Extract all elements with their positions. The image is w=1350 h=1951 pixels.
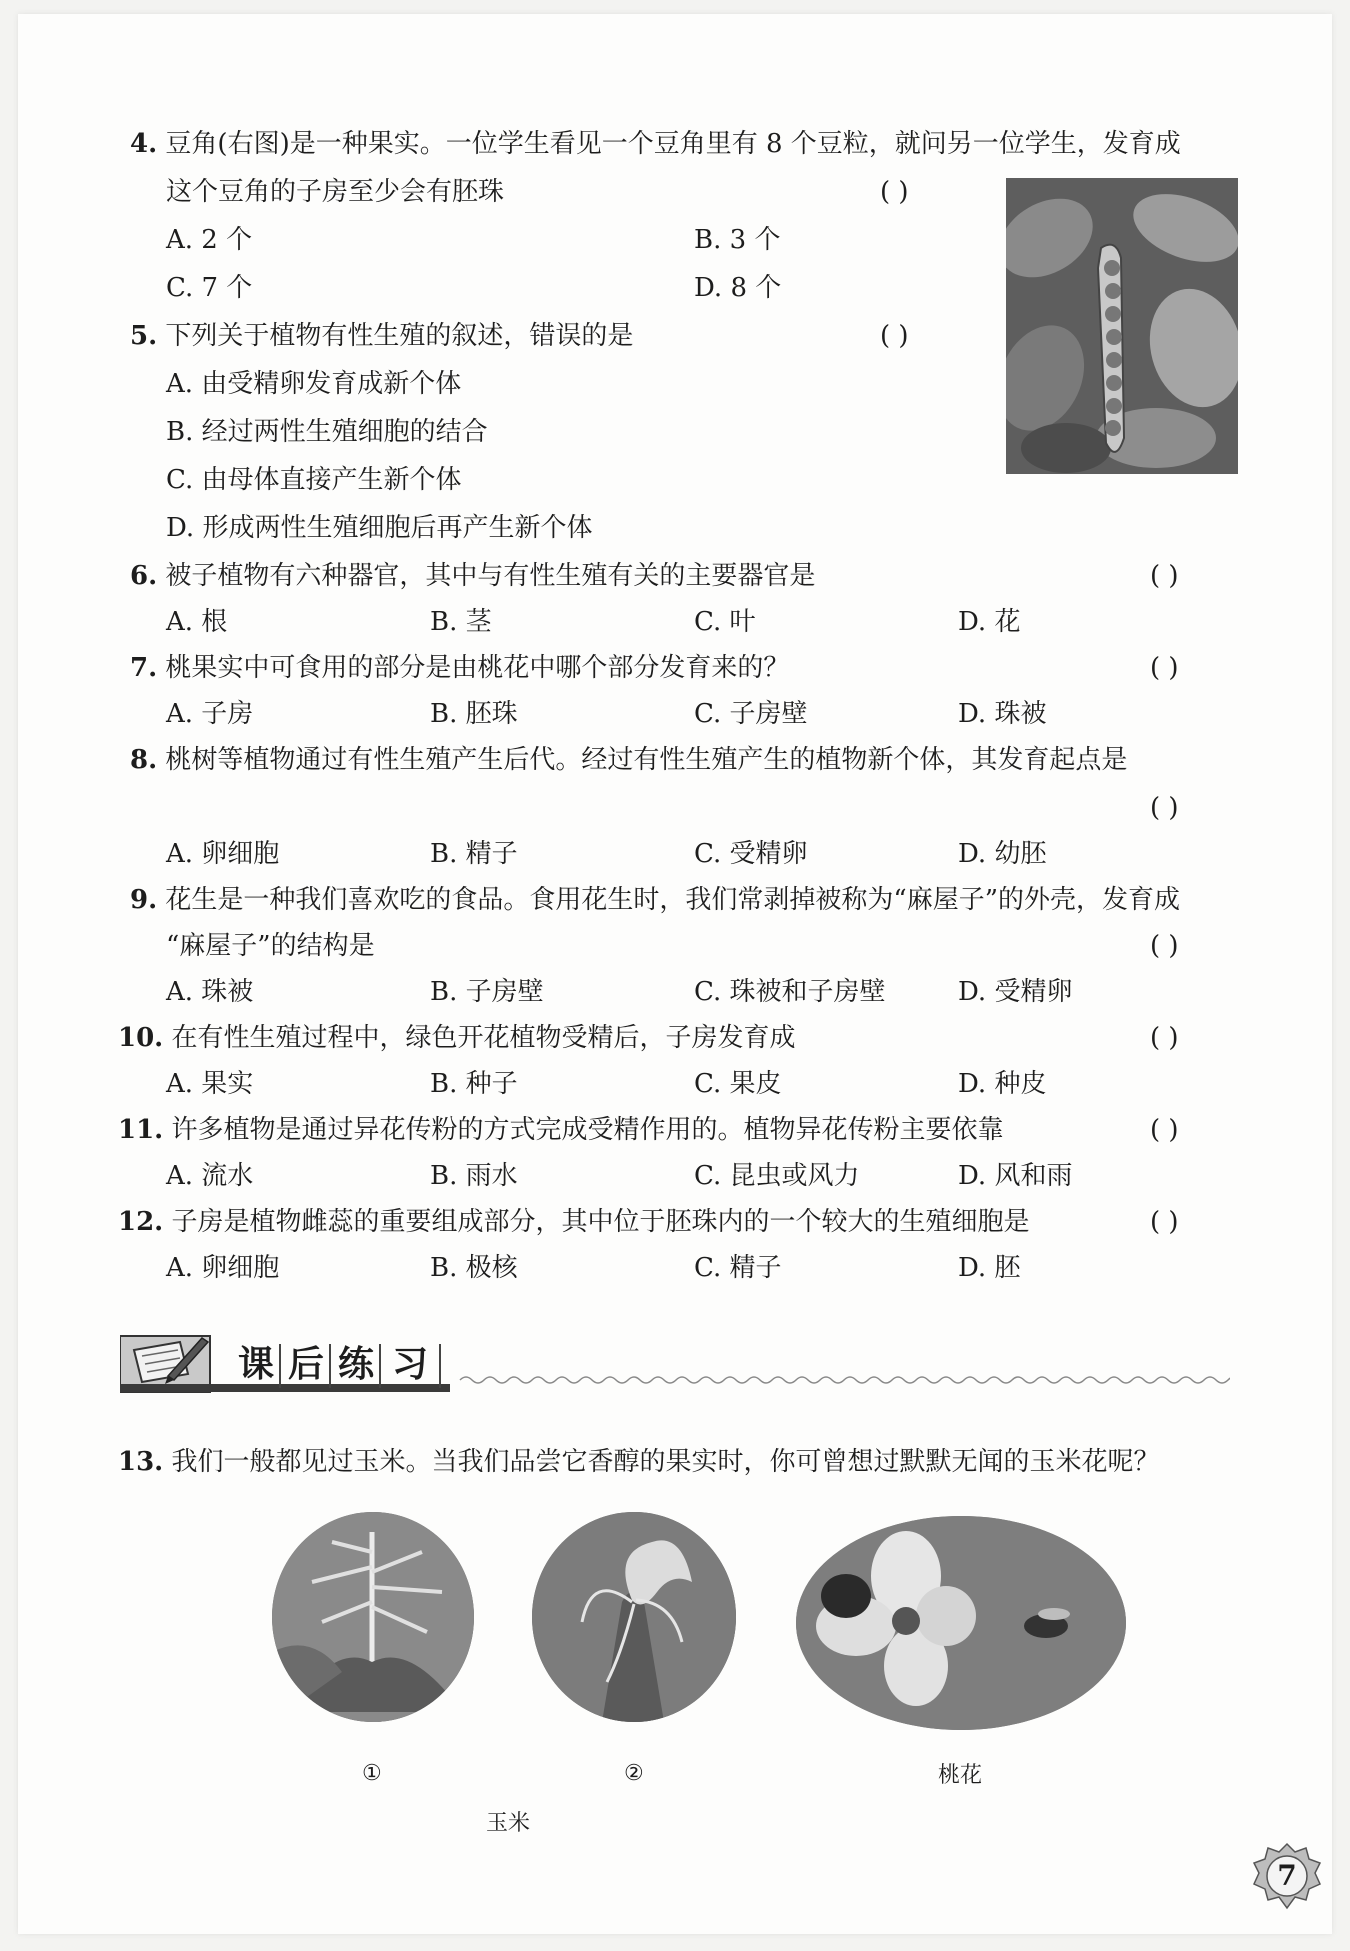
question-number: 9. <box>130 885 158 915</box>
question-number: 12. <box>118 1207 164 1237</box>
question-4 <box>130 128 1181 160</box>
option-d: D. 风和雨 <box>958 1161 1073 1191</box>
option-b: B. 茎 <box>430 607 492 637</box>
question-8 <box>130 744 1127 776</box>
option-d: D. 种皮 <box>958 1069 1047 1099</box>
option-c: C. 珠被和子房壁 <box>694 977 886 1007</box>
question-text: 下列关于植物有性生殖的叙述，错误的是 <box>165 321 634 351</box>
option-a: A. 卵细胞 <box>166 1253 280 1283</box>
page-number: 7 <box>1277 1859 1297 1892</box>
question-text: 豆角(右图)是一种果实。一位学生看见一个豆角里有 8 个豆粒，就问另一位学生，发育成 <box>165 129 1181 159</box>
question-number: 11. <box>118 1115 164 1145</box>
photo-caption-2: ② <box>624 1761 644 1786</box>
option-b: B. 经过两性生殖细胞的结合 <box>166 417 488 447</box>
photo-caption-peach: 桃花 <box>938 1763 983 1788</box>
peach-flower-illustration <box>796 1516 1126 1730</box>
answer-paren: ( ) <box>1150 1207 1179 1237</box>
question-4-line2: 这个豆角的子房至少会有胚珠 <box>166 177 505 207</box>
question-number: 10. <box>118 1023 164 1053</box>
answer-paren: ( ) <box>1150 1023 1179 1053</box>
option-b: B. 极核 <box>430 1253 518 1283</box>
option-c: C. 子房壁 <box>694 699 808 729</box>
option-d: D. 花 <box>958 607 1021 637</box>
section-char-1: 课 <box>238 1343 275 1385</box>
section-header-after-class <box>120 1330 1230 1400</box>
option-c: C. 昆虫或风力 <box>694 1161 860 1191</box>
question-5 <box>130 320 633 352</box>
option-b: B. 胚珠 <box>430 699 518 729</box>
option-a: A. 珠被 <box>166 977 254 1007</box>
question-text: 在有性生殖过程中，绿色开花植物受精后，子房发育成 <box>171 1023 796 1053</box>
answer-paren: ( ) <box>880 177 909 207</box>
option-d: D. 受精卵 <box>958 977 1073 1007</box>
photo-caption-1: ① <box>362 1761 382 1786</box>
question-9-line2: “麻屋子”的结构是 <box>166 931 375 961</box>
question-text: 子房是植物雌蕊的重要组成部分，其中位于胚珠内的一个较大的生殖细胞是 <box>171 1207 1030 1237</box>
option-c: C. 果皮 <box>694 1069 782 1099</box>
option-a: A. 果实 <box>166 1069 254 1099</box>
option-d: D. 8 个 <box>694 273 782 303</box>
option-c: C. 精子 <box>694 1253 782 1283</box>
option-b: B. 精子 <box>430 839 518 869</box>
option-a: A. 子房 <box>166 699 254 729</box>
answer-paren: ( ) <box>1150 653 1179 683</box>
question-number: 8. <box>130 745 158 775</box>
section-char-3: 练 <box>338 1343 375 1385</box>
option-c: C. 7 个 <box>166 273 253 303</box>
section-header-decoration <box>120 1330 1230 1400</box>
question-text: 桃树等植物通过有性生殖产生后代。经过有性生殖产生的植物新个体，其发育起点是 <box>165 745 1128 775</box>
corn-silk-illustration <box>532 1512 736 1722</box>
question-number: 13. <box>118 1447 164 1477</box>
answer-paren: ( ) <box>1150 1115 1179 1145</box>
answer-paren: ( ) <box>1150 793 1179 823</box>
question-number: 7. <box>130 653 158 683</box>
option-c: C. 叶 <box>694 607 756 637</box>
option-a: A. 2 个 <box>166 225 253 255</box>
question-number: 5. <box>130 321 158 351</box>
bean-pod-illustration <box>1006 178 1238 474</box>
question-13 <box>118 1446 1160 1478</box>
option-c: C. 由母体直接产生新个体 <box>166 465 462 495</box>
question-text: 被子植物有六种器官，其中与有性生殖有关的主要器官是 <box>165 561 816 591</box>
option-a: A. 由受精卵发育成新个体 <box>166 369 462 399</box>
section-char-4: 习 <box>392 1343 429 1385</box>
answer-paren: ( ) <box>880 321 909 351</box>
option-c: C. 受精卵 <box>694 839 808 869</box>
option-d: D. 形成两性生殖细胞后再产生新个体 <box>166 513 593 543</box>
option-d: D. 珠被 <box>958 699 1047 729</box>
option-b: B. 种子 <box>430 1069 518 1099</box>
option-b: B. 雨水 <box>430 1161 518 1191</box>
option-b: B. 3 个 <box>694 225 781 255</box>
page-number-badge <box>1252 1842 1322 1912</box>
corn-tassel-illustration <box>272 1512 474 1722</box>
question-text: 我们一般都见过玉米。当我们品尝它香醇的果实时，你可曾想过默默无闻的玉米花呢？ <box>171 1447 1160 1477</box>
question-text: 花生是一种我们喜欢吃的食品。食用花生时，我们常剥掉被称为“麻屋子”的外壳，发育成 <box>165 885 1181 915</box>
photo-group-caption-corn: 玉米 <box>486 1811 531 1836</box>
peach-flower-photo <box>796 1516 1126 1730</box>
section-char-2: 后 <box>288 1343 325 1385</box>
question-number: 6. <box>130 561 158 591</box>
question-11 <box>118 1114 1004 1146</box>
option-d: D. 胚 <box>958 1253 1021 1283</box>
option-a: A. 流水 <box>166 1161 254 1191</box>
question-7 <box>130 652 789 684</box>
option-a: A. 根 <box>166 607 228 637</box>
option-b: B. 子房壁 <box>430 977 544 1007</box>
question-number: 4. <box>130 129 158 159</box>
question-6 <box>130 560 815 592</box>
question-9 <box>130 884 1180 916</box>
option-d: D. 幼胚 <box>958 839 1047 869</box>
question-12 <box>118 1206 1030 1238</box>
question-text: 桃果实中可食用的部分是由桃花中哪个部分发育来的？ <box>165 653 790 683</box>
question-10 <box>118 1022 796 1054</box>
bean-pod-photo <box>1006 178 1238 474</box>
answer-paren: ( ) <box>1150 561 1179 591</box>
option-a: A. 卵细胞 <box>166 839 280 869</box>
question-text: 许多植物是通过异花传粉的方式完成受精作用的。植物异花传粉主要依靠 <box>171 1115 1004 1145</box>
answer-paren: ( ) <box>1150 931 1179 961</box>
corn-tassel-photo <box>272 1512 474 1722</box>
corn-silk-photo <box>532 1512 736 1722</box>
